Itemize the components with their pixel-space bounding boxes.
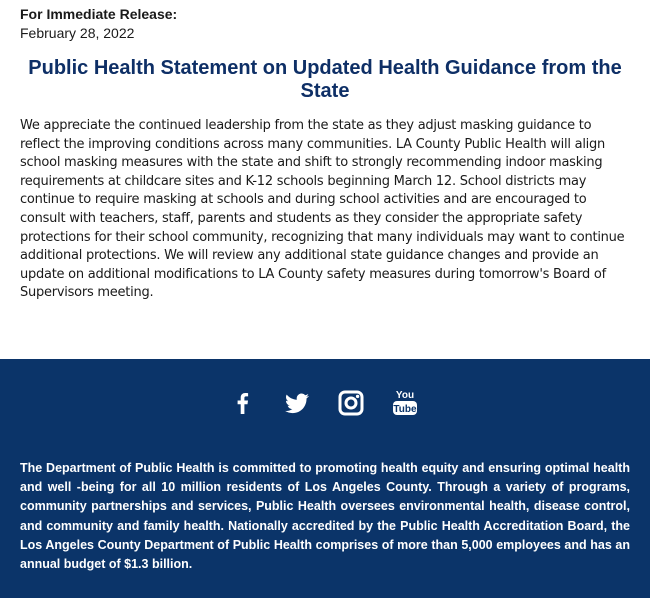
social-links [0, 387, 650, 419]
statement-body: We appreciate the continued leadership from the state as they adjust masking guidance to reflect the improving conditions across many communities. LA County Public Health will align school masking measures with the state and shift to strongly recommending indoor masking requirements at childcare sites and K-12 schools beginning March 12. School districts may continue to require masking at schools and during school activities and are encouraged to consult with teachers, staff, parents and students as they consider the appropriate safety protections for their school community, recognizing that many individuals may want to continue additional protections. We will review any additional state guidance changes and provide an update on additional modifications to LA County safety measures during tomorrow's Board of Supervisors meeting. [20, 118, 625, 301]
youtube-icon[interactable] [389, 387, 421, 419]
about-paragraph: The Department of Public Health is committed to promoting health equity and ensuring optimal health and well -being for all 10 million residents of Los Angeles County. Through a variety of programs, community partnerships and services, Public Health oversees environmental health, disease control, and community and family health. Nationally accredited by the Public Health Accreditation Board, the Los Angeles County Department of Public Health comprises of more than 5,000 employees and has an annual budget of $1.3 billion. [20, 461, 630, 572]
twitter-icon[interactable] [281, 387, 313, 419]
facebook-icon[interactable] [227, 387, 259, 419]
page-title: Public Health Statement on Updated Health Guidance from the State [28, 57, 622, 102]
youtube-text-bottom: Tube [393, 404, 417, 415]
footer [0, 359, 650, 598]
youtube-text-top: You [395, 390, 415, 401]
release-date: February 28, 2022 [20, 25, 135, 41]
instagram-icon[interactable] [335, 387, 367, 419]
release-label: For Immediate Release: [20, 6, 178, 22]
